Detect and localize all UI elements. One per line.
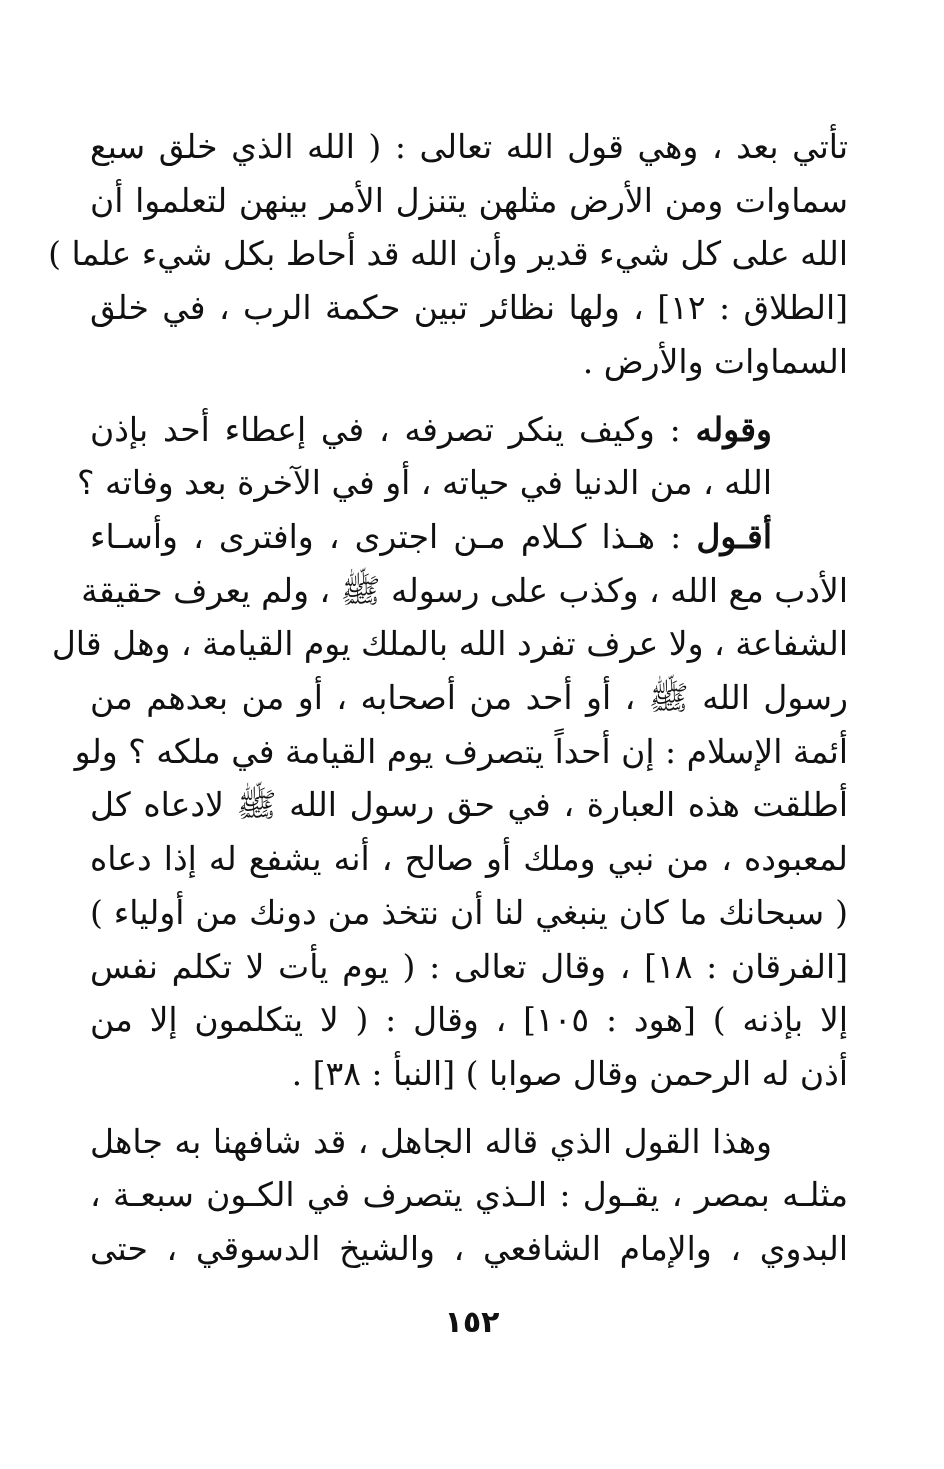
bold-lead-word: أقـول — [696, 516, 772, 556]
text-line: أذن له الرحمن وقال صوابا ) [النبأ : ٣٨] . — [291, 1053, 848, 1093]
text-line — [90, 510, 848, 564]
paragraph-gap — [90, 389, 848, 403]
paragraph-1 — [48, 120, 849, 389]
text-line: البدوي ، والإمام الشافعي ، والشيخ الدسوقي ، حتى — [90, 1229, 848, 1269]
text-run: : وكيف ينكر تصرفه ، في إعطاء أحد بإذن — [90, 409, 696, 449]
page-number: ١٥٢ — [444, 1305, 500, 1340]
text-line: أئمة الإسلام : إن أحداً يتصرف يوم القيامة في ملكه ؟ ولو — [74, 731, 848, 771]
text-line: الله على كل شيء قدير وأن الله قد أحاط بكل شيء علما ) — [48, 234, 848, 274]
text-line: لمعبوده ، من نبي وملك أو صالح ، أنه يشفع له إذا دعاه — [90, 839, 848, 879]
paragraph-2 — [77, 403, 848, 510]
text-line: رسول الله ﷺ ، أو أحد من أصحابه ، أو من بعدهم من — [90, 678, 848, 718]
text-line: الله ، من الدنيا في حياته ، أو في الآخرة بعد وفاته ؟ — [77, 463, 772, 503]
text-line: ( سبحانك ما كان ينبغي لنا أن نتخذ من دونك من أولياء ) — [90, 892, 848, 932]
text-line: وهذا القول الذي قاله الجاهل ، قد شافهنا به جاهل — [90, 1121, 772, 1161]
text-line: أطلقت هذه العبارة ، في حق رسول الله ﷺ لادعاه كل — [90, 785, 848, 825]
text-line: السماوات والأرض . — [582, 341, 848, 381]
paragraph-3 — [51, 510, 848, 1101]
text-line: [الطلاق : ١٢] ، ولها نظائر تبين حكمة الرب ، في خلق — [90, 288, 849, 328]
text-line: إلا بإذنه ) [هود : ١٠٥] ، وقال : ( لا يتكلمون إلا من — [90, 1000, 848, 1040]
text-line: الأدب مع الله ، وكذب على رسوله ﷺ ، ولم يعرف حقيقة — [81, 570, 848, 610]
text-run: : هـذا كـلام مـن اجترى ، وافترى ، وأسـاء — [90, 516, 697, 556]
paragraph-gap — [90, 1101, 848, 1115]
bold-lead-word: وقوله — [695, 409, 772, 449]
text-line: الشفاعة ، ولا عرف تفرد الله بالملك يوم القيامة ، وهل قال — [51, 624, 848, 664]
paragraph-4 — [90, 1115, 848, 1276]
text-line: سماوات ومن الأرض مثلهن يتنزل الأمر بينهن لتعلموا أن — [90, 180, 848, 220]
text-line: مثلـه بمصر ، يقـول : الـذي يتصرف في الكـون سبعـة ، — [90, 1175, 848, 1215]
text-line — [90, 403, 848, 457]
text-line: [الفرقان : ١٨] ، وقال تعالى : ( يوم يأت لا تكلم نفس — [90, 946, 848, 986]
page-body — [48, 120, 849, 1280]
text-line: تأتي بعد ، وهي قول الله تعالى : ( الله الذي خلق سبع — [90, 127, 848, 166]
